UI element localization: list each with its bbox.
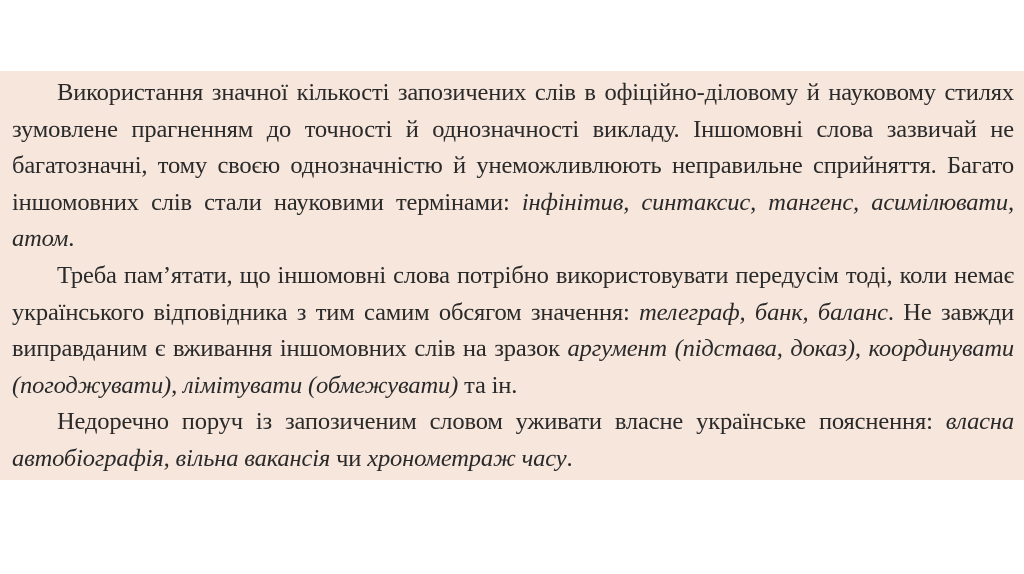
paragraph-2: [12, 258, 1014, 404]
text-run: .: [566, 444, 573, 472]
text-run: .: [68, 225, 75, 253]
text-block: [0, 71, 1024, 480]
paragraph-3: [12, 404, 1014, 477]
italic-terms: хронометраж часу: [367, 444, 567, 472]
italic-terms: власна автобіографія, вільна вакансія: [12, 408, 1014, 472]
text-run: Недоречно поруч із запозиченим словом уживати власне українське пояснення:: [57, 408, 946, 436]
text-run: чи: [330, 444, 368, 472]
text-run: . Не завжди виправданим є вживання іншомовних слів на зразок: [12, 298, 1014, 363]
italic-terms: аргумент (підстава, доказ), координувати (погоджувати), лімітувати (обмежувати): [12, 335, 1015, 399]
italic-terms: інфінітив, синтаксис, тангенс, асимілювати, атом: [12, 188, 1014, 253]
text-run: Треба пам’ятати, що іншомовні слова потрібно використовувати передусім тоді, коли немає українського відповідника з тим самим обсягом значення:: [12, 261, 1014, 326]
paragraph-1: [12, 75, 1014, 258]
text-run: та ін.: [458, 371, 518, 399]
italic-terms: телеграф, банк, баланс: [639, 298, 888, 326]
text-run: Використання значної кількості запозичених слів в офіційно-діловому й науковому стилях зумовлене прагненням до точності й однозначності викладу. Іншомовні слова зазвичай не багатозначні, тому своєю однозначністю й унеможливлюють неправильне сприйняття. Багато іншомовних слів стали науковими термінами:: [12, 79, 1014, 216]
